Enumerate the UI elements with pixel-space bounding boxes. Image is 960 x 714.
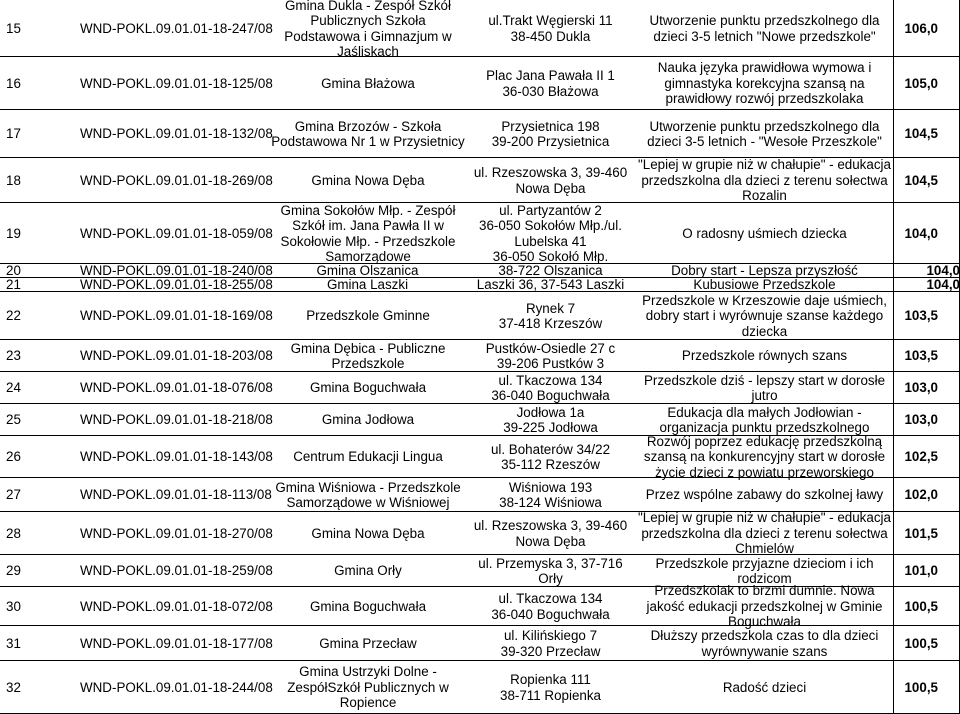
cell-addr: ul. Bohaterów 34/22 35-112 Rzeszów	[490, 441, 611, 472]
cell-score: 102,0	[904, 487, 938, 503]
cell-code: WND-POKL.09.01.01-18-247/08	[80, 20, 273, 36]
cell-no: 16	[6, 75, 21, 91]
cell-score: 101,0	[904, 563, 938, 579]
cell-title: Utworzenie punktu przedszkolnego dla dzieci 3-5 letnich - "Wesołe Przeszkole"	[647, 118, 882, 149]
cell-addr: Jodłowa 1a 39-225 Jodłowa	[503, 404, 598, 435]
cell-score: 103,0	[904, 412, 938, 428]
cell-no: 17	[6, 126, 21, 142]
cell-title: Dłuższy przedszkola czas to dla dzieci wyrównywanie szans	[650, 628, 879, 659]
cell-no: 29	[6, 563, 21, 579]
cell-benef: Gmina Nowa Dęba	[311, 525, 425, 541]
row-rule	[0, 511, 960, 512]
row-rule	[0, 202, 960, 203]
row-rule	[0, 477, 960, 478]
column-rule	[893, 0, 894, 714]
cell-code: WND-POKL.09.01.01-18-269/08	[80, 172, 273, 188]
cell-addr: Rynek 7 37-418 Krzeszów	[498, 300, 603, 331]
cell-score: 104,0	[926, 263, 960, 279]
cell-benef: Centrum Edukacji Lingua	[293, 449, 443, 465]
row-rule	[0, 660, 960, 661]
cell-benef: Gmina Wiśniowa - Przedszkole Samorządowe w Wiśniowej	[275, 479, 461, 510]
cell-score: 100,5	[904, 679, 938, 695]
cell-no: 27	[6, 487, 21, 503]
cell-no: 20	[6, 263, 21, 279]
row-rule	[0, 263, 960, 264]
cell-benef: Gmina Boguchwała	[309, 380, 427, 396]
cell-no: 26	[6, 449, 21, 465]
row-rule	[0, 291, 960, 292]
cell-no: 31	[6, 635, 21, 651]
cell-score: 100,5	[904, 635, 938, 651]
cell-title: Rozwój poprzez edukację przedszkolną szansą na konkurencyjny start w dorosłe życie dzieci z powiatu przeworskiego	[643, 433, 886, 480]
cell-score: 106,0	[904, 20, 938, 36]
cell-code: WND-POKL.09.01.01-18-259/08	[80, 563, 273, 579]
row-rule	[0, 157, 960, 158]
cell-code: WND-POKL.09.01.01-18-177/08	[80, 635, 273, 651]
cell-addr: ul. Tkaczowa 134 36-040 Boguchwała	[491, 591, 610, 622]
cell-code: WND-POKL.09.01.01-18-169/08	[80, 308, 273, 324]
cell-addr: Wiśniowa 193 38-124 Wiśniowa	[499, 479, 602, 510]
row-rule	[0, 586, 960, 587]
cell-benef: Gmina Orły	[334, 563, 402, 579]
cell-code: WND-POKL.09.01.01-18-132/08	[80, 126, 273, 142]
cell-title: Przedszkole dziś - lepszy start w dorosłe jutro	[643, 372, 886, 403]
cell-no: 21	[6, 277, 21, 293]
cell-code: WND-POKL.09.01.01-18-270/08	[80, 525, 273, 541]
cell-addr: Laszki 36, 37-543 Laszki	[476, 277, 625, 293]
cell-code: WND-POKL.09.01.01-18-218/08	[80, 412, 273, 428]
cell-title: Dobry start - Lepsza przyszłość	[671, 263, 858, 279]
cell-addr: ul. Rzeszowska 3, 39-460 Nowa Dęba	[473, 165, 628, 196]
cell-addr: Pustków-Osiedle 27 c 39-206 Pustków 3	[485, 340, 616, 371]
cell-title: O radosny uśmiech dziecka	[682, 225, 847, 241]
cell-code: WND-POKL.09.01.01-18-113/08	[80, 487, 272, 503]
cell-addr: ul. Rzeszowska 3, 39-460 Nowa Dęba	[473, 518, 628, 549]
cell-benef: Gmina Olszanica	[316, 263, 419, 279]
cell-benef: Przedszkole Gminne	[306, 308, 430, 324]
cell-addr: 38-722 Olszanica	[498, 263, 603, 279]
cell-score: 101,5	[904, 525, 938, 541]
cell-benef: Gmina Jodłowa	[321, 412, 415, 428]
cell-addr: Ropienka 111 38-711 Ropienka	[500, 672, 601, 703]
cell-title: Edukacja dla małych Jodłowian - organizacja punktu przedszkolnego	[659, 404, 870, 435]
row-rule	[0, 625, 960, 626]
cell-no: 25	[6, 412, 21, 428]
cell-code: WND-POKL.09.01.01-18-072/08	[80, 598, 273, 614]
cell-score: 103,5	[904, 348, 938, 364]
cell-benef: Gmina Błażowa	[321, 75, 415, 91]
cell-score: 103,5	[904, 308, 938, 324]
cell-score: 104,5	[904, 126, 938, 142]
cell-score: 100,5	[904, 598, 938, 614]
cell-addr: ul. Tkaczowa 134 36-040 Boguchwała	[491, 372, 610, 403]
cell-no: 19	[6, 225, 21, 241]
cell-benef: Gmina Brzozów - Szkoła Podstawowa Nr 1 w Przysietnicy	[271, 118, 465, 149]
cell-benef: Gmina Ustrzyki Dolne - ZespółSzkół Publicznych w Ropience	[287, 664, 449, 711]
cell-benef: Gmina Nowa Dęba	[311, 172, 425, 188]
cell-title: Przedszkole przyjazne dzieciom i ich rodzicom	[655, 555, 874, 586]
cell-addr: ul. Kilińskiego 7 39-320 Przecław	[500, 628, 601, 659]
cell-no: 15	[6, 20, 21, 36]
cell-code: WND-POKL.09.01.01-18-240/08	[80, 263, 273, 279]
cell-benef: Gmina Przecław	[319, 635, 417, 651]
row-rule	[0, 435, 960, 436]
row-rule	[0, 339, 960, 340]
cell-title: Przedszkole równych szans	[681, 348, 848, 364]
cell-addr: ul. Przemyska 3, 37-716 Orły	[478, 555, 623, 586]
cell-title: Nauka języka prawidłowa wymowa i gimnastyka korekcyjna szansą na prawidłowy rozwój przedszkolaka	[657, 60, 872, 107]
cell-title: Przez wspólne zabawy do szkolnej ławy	[645, 487, 884, 503]
cell-title: Kubusiowe Przedszkole	[693, 277, 836, 293]
cell-title: Radość dzieci	[722, 679, 807, 695]
row-rule	[0, 109, 960, 110]
cell-code: WND-POKL.09.01.01-18-143/08	[80, 449, 273, 465]
cell-no: 28	[6, 525, 21, 541]
cell-no: 18	[6, 172, 21, 188]
cell-title: "Lepiej w grupie niż w chałupie" - edukacja przedszkolna dla dzieci z terenu sołectwa Chmielów	[638, 510, 891, 557]
cell-score: 105,0	[904, 75, 938, 91]
cell-title: Utworzenie punktu przedszkolnego dla dzieci 3-5 letnich "Nowe przedszkole"	[649, 13, 880, 44]
cell-no: 23	[6, 348, 21, 364]
cell-score: 104,0	[904, 225, 938, 241]
cell-addr: ul. Partyzantów 2 36-050 Sokołów Młp./ul. Lubelska 41 36-050 Sokołó Młp.	[479, 202, 622, 264]
row-rule	[0, 56, 960, 57]
cell-benef: Gmina Laszki	[326, 277, 409, 293]
cell-addr: ul.Trakt Węgierski 11 38-450 Dukla	[488, 13, 613, 44]
cell-title: Przedszkole w Krzeszowie daje uśmiech, dobry start i wyrównuje szanse każdego dziecka	[642, 292, 887, 339]
cell-no: 32	[6, 679, 21, 695]
cell-code: WND-POKL.09.01.01-18-059/08	[80, 225, 273, 241]
cell-benef: Gmina Dukla - Zespół Szkół Publicznych Szkoła Podstawowa i Gimnazjum w Jaśliskach	[284, 0, 452, 59]
cell-code: WND-POKL.09.01.01-18-255/08	[80, 277, 273, 293]
cell-no: 30	[6, 598, 21, 614]
row-rule	[0, 554, 960, 555]
cell-score: 104,0	[926, 277, 960, 293]
cell-title: "Lepiej w grupie niż w chałupie" - edukacja przedszkolna dla dzieci z terenu sołectwa Rozalin	[638, 157, 891, 204]
cell-score: 104,5	[904, 172, 938, 188]
cell-score: 103,0	[904, 380, 938, 396]
cell-code: WND-POKL.09.01.01-18-125/08	[80, 75, 273, 91]
cell-addr: Plac Jana Pawała II 1 36-030 Błażowa	[486, 68, 615, 99]
cell-benef: Gmina Dębica - Publiczne Przedszkole	[290, 340, 446, 371]
cell-score: 102,5	[904, 449, 938, 465]
cell-title: Przedszkolak to brzmi dumnie. Nowa jakość edukacji przedszkolnej w Gminie Boguchwała	[646, 583, 883, 630]
cell-benef: Gmina Sokołów Młp. - Zespół Szkół im. Jana Pawła II w Sokołowie Młp. - Przedszkole Samorządowe	[280, 202, 456, 264]
row-rule	[0, 277, 960, 278]
cell-benef: Gmina Boguchwała	[309, 598, 427, 614]
cell-code: WND-POKL.09.01.01-18-203/08	[80, 348, 273, 364]
cell-no: 24	[6, 380, 21, 396]
cell-code: WND-POKL.09.01.01-18-244/08	[80, 679, 273, 695]
row-rule	[0, 403, 960, 404]
cell-code: WND-POKL.09.01.01-18-076/08	[80, 380, 273, 396]
cell-addr: Przysietnica 198 39-200 Przysietnica	[491, 118, 610, 149]
row-rule	[0, 371, 960, 372]
cell-no: 22	[6, 308, 21, 324]
